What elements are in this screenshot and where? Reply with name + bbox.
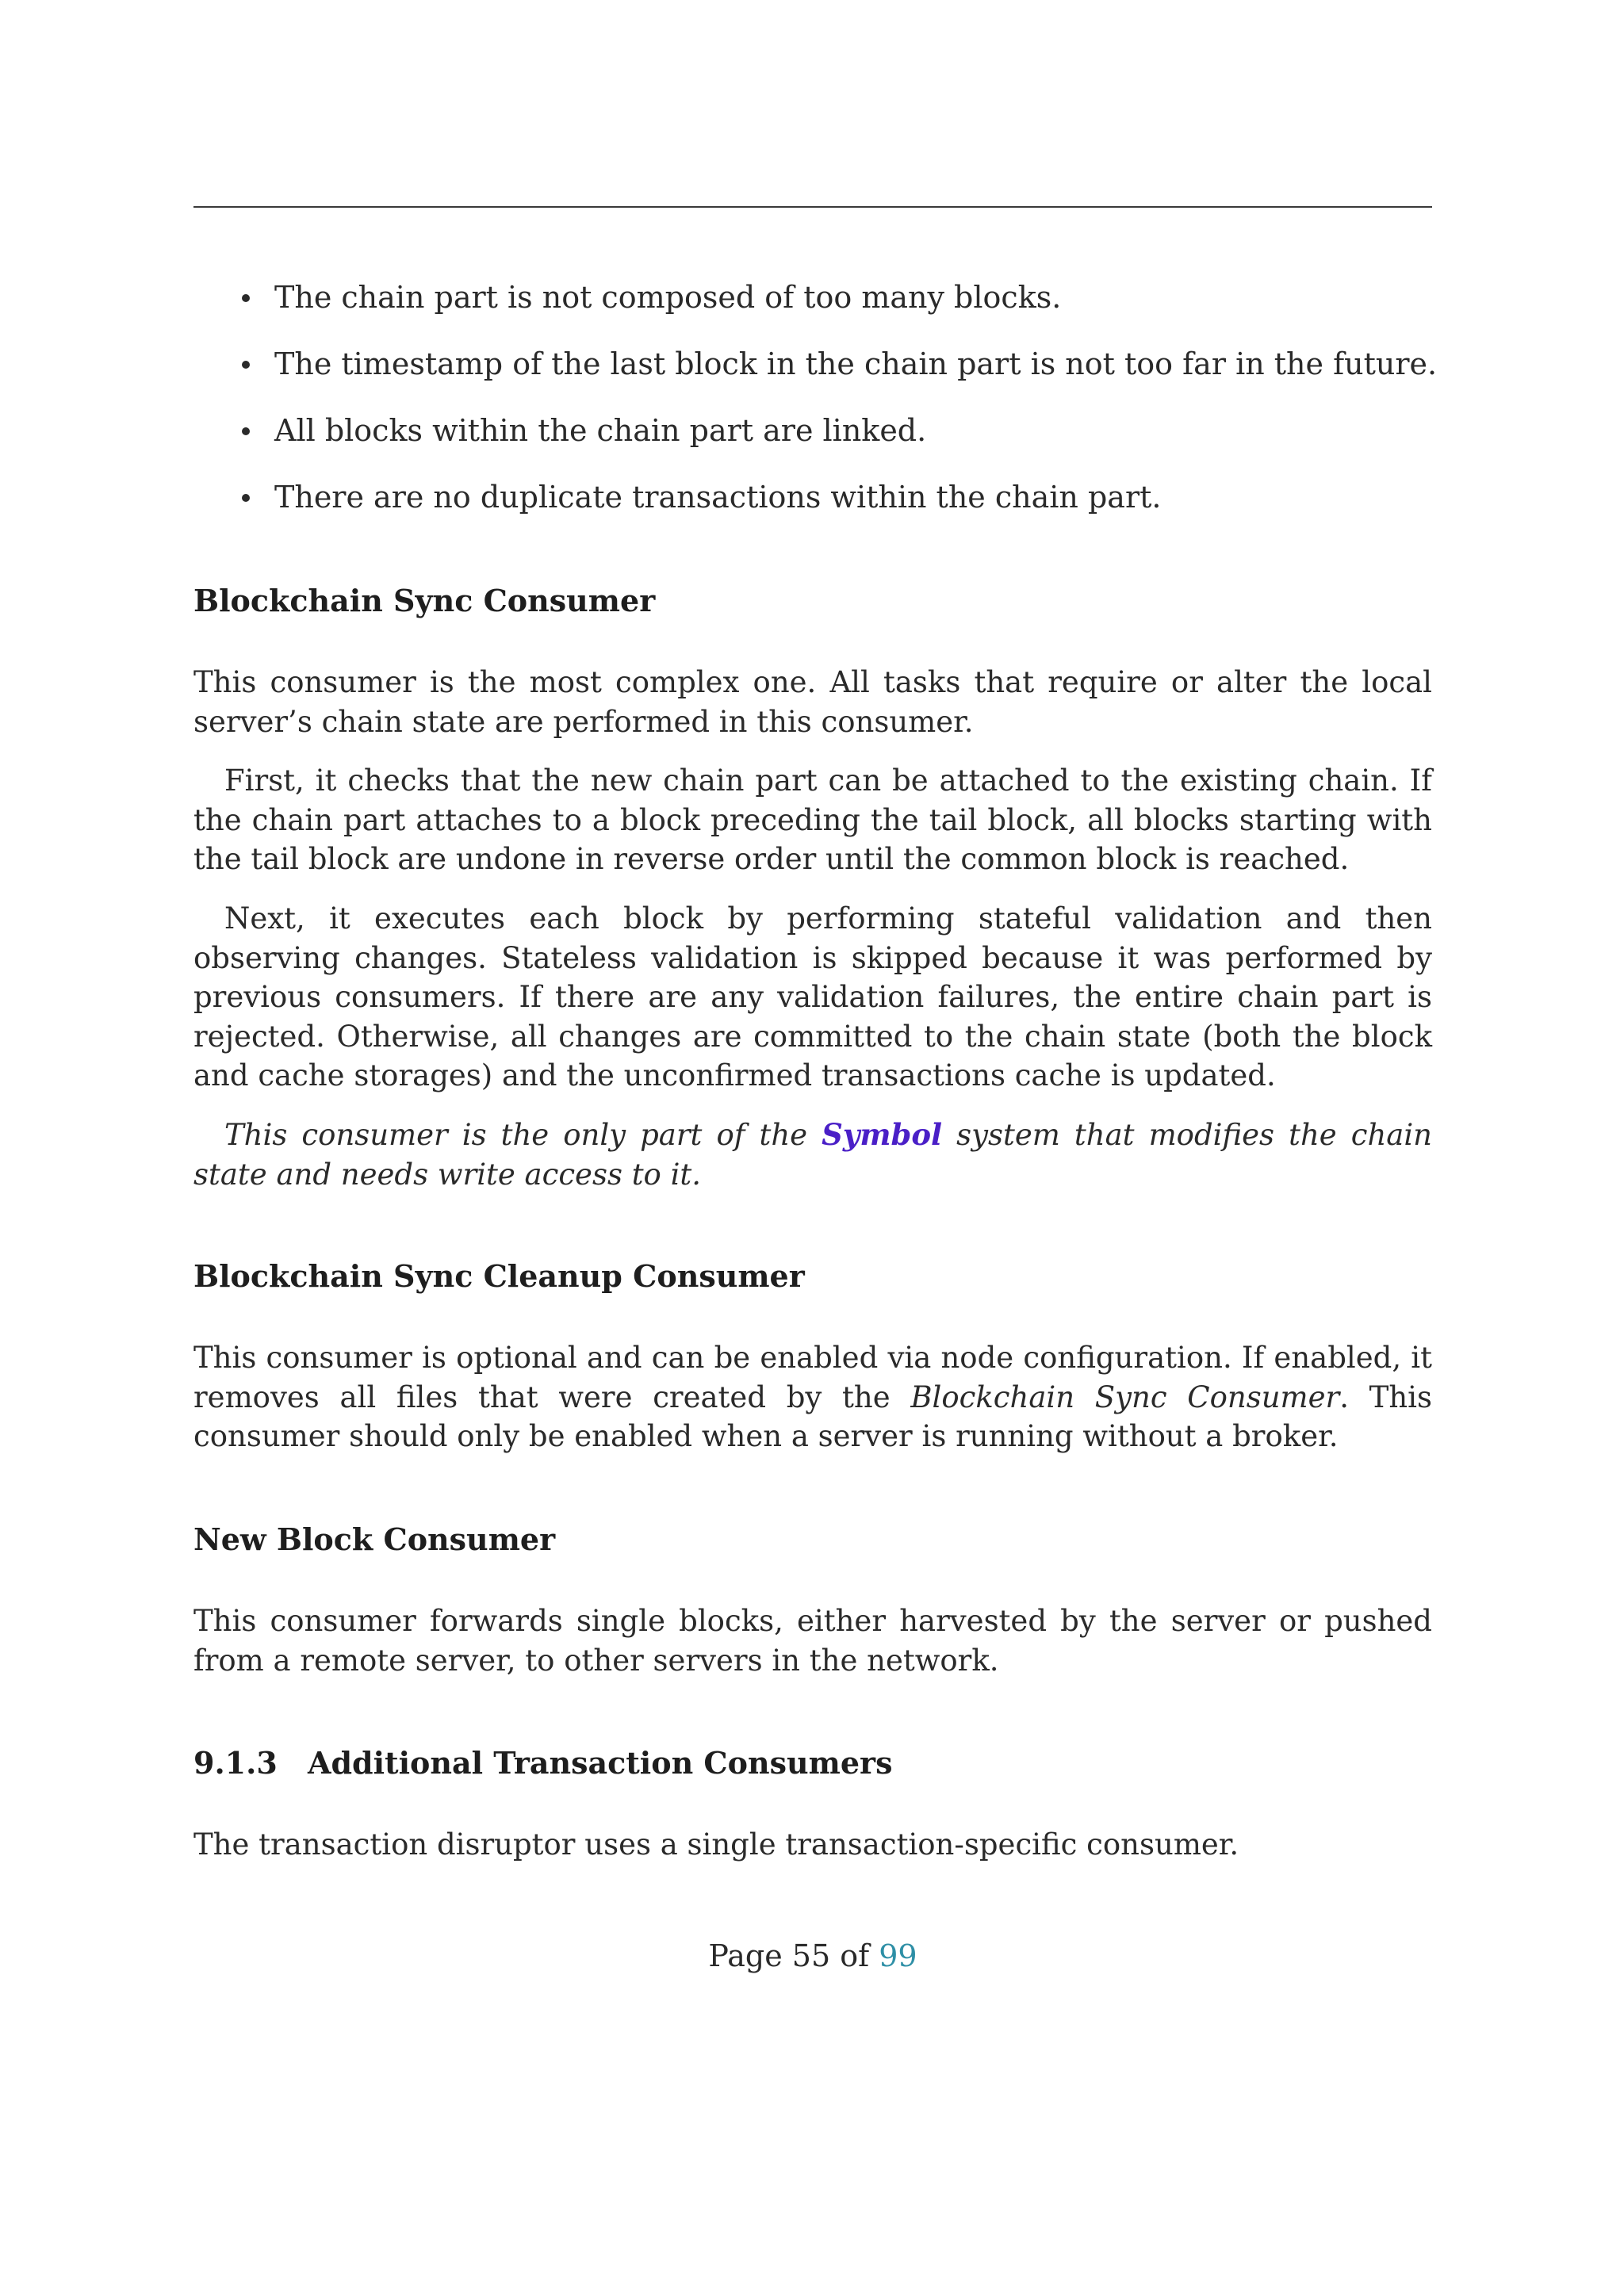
bullet-item [193,473,1432,521]
new-block-consumer-paragraph: This consumer forwards single blocks, either harvested by the server or pushed from a remote server, to other servers in the network. [193,1604,1432,1678]
section-title: Additional Transaction Consumers [308,1745,893,1781]
bullet-dot [242,361,250,369]
bullet-dot [242,494,250,502]
section-heading [193,1743,892,1783]
bullet-text: The chain part is not composed of too many blocks. [274,280,1062,315]
cleanup-text-before: This consumer is optional and can be enabled via node configuration. If enabled, it removes all files that were created by the [193,1341,1432,1414]
sync-consumer-note [193,1115,1432,1194]
symbol-link[interactable]: Symbol [822,1117,943,1152]
bullet-item [193,274,1432,321]
note-text-before: This consumer is the only part of the [224,1118,822,1152]
bullet-item [193,407,1432,454]
page-number-prefix: Page 55 of [708,1938,879,1973]
validation-bullet-list [193,274,1438,540]
note-text-after: system that modifies the chain state and needs write access to it. [193,1118,1432,1192]
cleanup-text-italic: Blockchain Sync Consumer [910,1380,1340,1414]
cleanup-consumer-paragraph [193,1338,1432,1456]
cleanup-text-after: . This consumer should only be enabled when a server is running without a broker. [193,1380,1433,1453]
sync-consumer-paragraph-2: First, it checks that the new chain part can be attached to the existing chain. If the chain part attaches to a block preceding the tail block, all blocks starting with the tail block are undone in reverse order until the common block is reached. [193,763,1432,876]
header-rule [193,206,1432,208]
bullet-dot [242,427,250,435]
total-pages-link[interactable]: 99 [879,1938,917,1973]
bullet-text: All blocks within the chain part are linked. [274,413,927,448]
section-paragraph: The transaction disruptor uses a single transaction-specific consumer. [193,1827,1239,1862]
sync-consumer-heading: Blockchain Sync Consumer [193,583,656,618]
bullet-item [193,340,1438,388]
section-number: 9.1.3 [193,1745,278,1781]
bullet-dot [242,294,250,302]
sync-consumer-paragraph-1: This consumer is the most complex one. All tasks that require or alter the local server’s chain state are performed in this consumer. [193,665,1432,739]
page-footer [193,1936,1432,1976]
new-block-consumer-heading: New Block Consumer [193,1521,556,1557]
bullet-text: The timestamp of the last block in the chain part is not too far in the future. [274,346,1438,381]
document-page [193,0,1438,2296]
sync-consumer-paragraph-3: Next, it executes each block by performing stateful validation and then observing changes. Stateless validation is skipped because it was performed by previous consumers. If there are any validation failures, the entire chain part is rejected. Otherwise, all changes are committed to the chain state (both the block and cache storages) and the unconfirmed transactions cache is updated. [193,901,1432,1093]
cleanup-consumer-heading: Blockchain Sync Cleanup Consumer [193,1258,805,1294]
bullet-text: There are no duplicate transactions within the chain part. [274,480,1162,515]
